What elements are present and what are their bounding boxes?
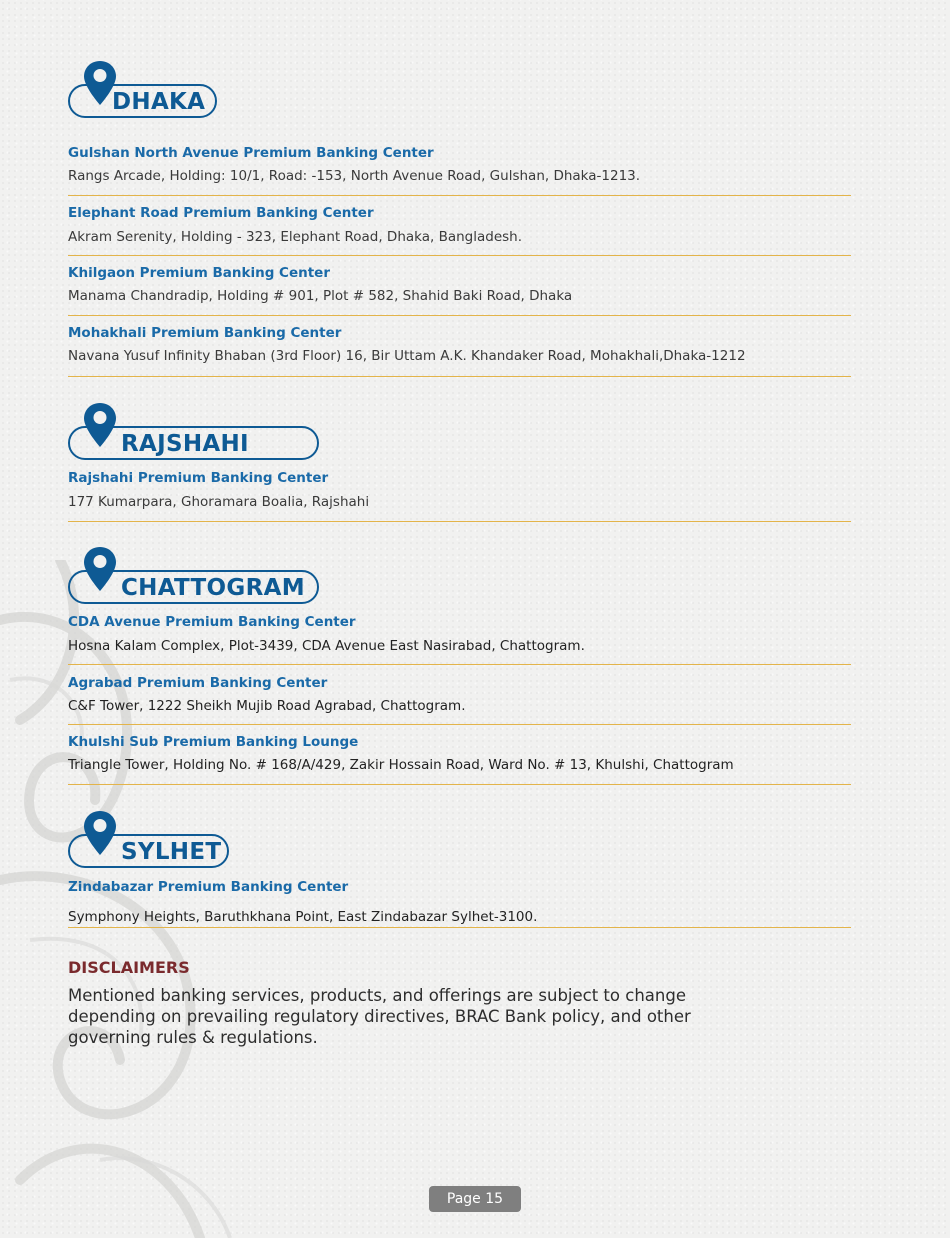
branch-entry [68, 878, 851, 928]
branch-address: Triangle Tower, Holding No. # 168/A/429, Zakir Hossain Road, Ward No. # 13, Khulshi, Chattogram [68, 757, 734, 773]
branch-entry [68, 733, 851, 785]
branch-address: Hosna Kalam Complex, Plot-3439, CDA Avenue East Nasirabad, Chattogram. [68, 638, 585, 654]
branch-address: Akram Serenity, Holding - 323, Elephant Road, Dhaka, Bangladesh. [68, 229, 523, 245]
location-pin-icon [83, 402, 117, 448]
branch-name: Rajshahi Premium Banking Center [68, 470, 329, 486]
region-title: DHAKA [112, 89, 206, 115]
disclaimer-text: Mentioned banking services, products, and offerings are subject to change depending on prevailing regulatory directives, BRAC Bank policy, and other governing rules & regulations. [68, 986, 691, 1047]
branch-address: Navana Yusuf Infinity Bhaban (3rd Floor) 16, Bir Uttam A.K. Khandaker Road, Mohakhali,Dhaka-1212 [68, 348, 746, 364]
location-pin-icon [83, 810, 117, 856]
branch-entry [68, 613, 851, 665]
branch-address: Manama Chandradip, Holding # 901, Plot # 582, Shahid Baki Road, Dhaka [68, 288, 573, 304]
branch-address: C&F Tower, 1222 Sheikh Mujib Road Agrabad, Chattogram. [68, 698, 466, 714]
branch-name: Khulshi Sub Premium Banking Lounge [68, 734, 359, 750]
branch-entry [68, 674, 851, 725]
branch-name: Agrabad Premium Banking Center [68, 675, 328, 691]
region-title: CHATTOGRAM [121, 575, 305, 601]
branch-entry [68, 469, 851, 522]
branch-entry [68, 264, 851, 316]
branch-name: Elephant Road Premium Banking Center [68, 205, 374, 221]
region-title: RAJSHAHI [121, 431, 249, 457]
region-title: SYLHET [121, 839, 222, 865]
branch-name: Khilgaon Premium Banking Center [68, 265, 330, 281]
branch-name: Gulshan North Avenue Premium Banking Center [68, 145, 434, 161]
branch-address: Symphony Heights, Baruthkhana Point, East Zindabazar Sylhet-3100. [68, 909, 538, 925]
branch-name: CDA Avenue Premium Banking Center [68, 614, 356, 630]
branch-entry [68, 204, 851, 256]
branch-address: 177 Kumarpara, Ghoramara Boalia, Rajshahi [68, 494, 370, 510]
branch-name: Zindabazar Premium Banking Center [68, 879, 349, 895]
page-number-badge: Page 15 [429, 1186, 521, 1212]
disclaimer-title: DISCLAIMERS [68, 958, 190, 977]
branch-entry [68, 324, 851, 377]
branch-name: Mohakhali Premium Banking Center [68, 325, 342, 341]
branch-address: Rangs Arcade, Holding: 10/1, Road: -153, North Avenue Road, Gulshan, Dhaka-1213. [68, 168, 641, 184]
location-pin-icon [83, 546, 117, 592]
branch-entry [68, 144, 851, 196]
